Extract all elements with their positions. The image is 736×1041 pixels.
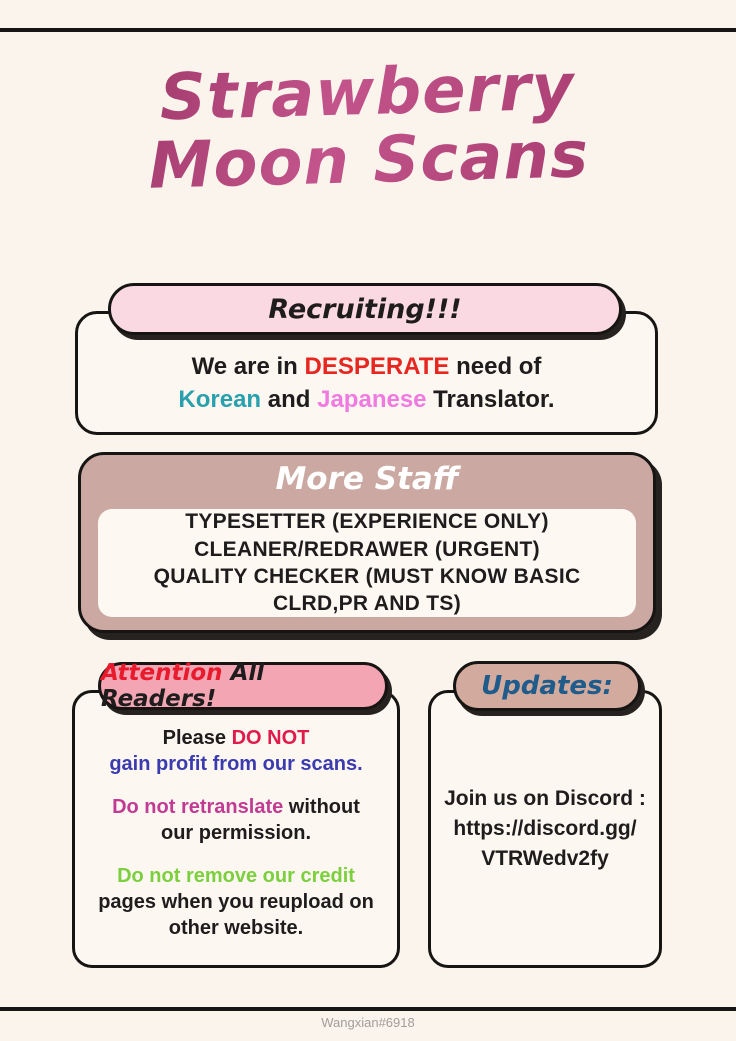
recruiting-message-line2: [78, 383, 655, 416]
recruiting-text: We are in: [191, 353, 305, 380]
attention-header-label: [101, 660, 385, 712]
group-title-line2: Moon Scans: [147, 118, 590, 204]
discord-invite: [444, 784, 646, 873]
recruiting-text: and: [261, 386, 318, 414]
rule-text: pages when you reupload on: [98, 891, 374, 913]
recruiting-text: Translator.: [426, 386, 555, 414]
rule-no-credit-removal: [83, 863, 389, 941]
rule-text: other website.: [168, 917, 304, 939]
recruiting-header-pill: [108, 283, 622, 335]
rule-text: without: [283, 796, 360, 818]
bottom-divider-line: [0, 1007, 736, 1011]
rule-text: gain profit from our scans.: [109, 753, 363, 775]
rule-text: our permission.: [160, 822, 312, 844]
rule-no-retranslate: [83, 794, 389, 846]
recruiting-desperate-text: DESPERATE: [304, 353, 450, 380]
updates-card: [428, 690, 662, 968]
staff-role-line: TYPESETTER (EXPERIENCE ONLY): [185, 510, 549, 534]
footer-credit: Wangxian#6918: [321, 1015, 415, 1030]
attention-card: [72, 690, 400, 968]
rule-text: Please: [162, 727, 232, 749]
korean-text: Korean: [178, 386, 262, 414]
no-retranslate-text: Do not retranslate: [112, 796, 284, 818]
do-not-text: DO NOT: [231, 727, 310, 749]
group-title: [0, 50, 736, 205]
top-divider-line: [0, 28, 736, 32]
updates-header-label: Updates:: [481, 671, 613, 701]
group-title-line1: Strawberry: [158, 50, 576, 136]
recruiting-text: need of: [449, 353, 542, 380]
japanese-text: Japanese: [317, 386, 427, 414]
rule-no-profit: [83, 725, 389, 777]
discord-invite-code: VTRWedv2fy: [481, 846, 609, 870]
more-staff-header-label: More Staff: [275, 461, 459, 497]
no-remove-credit-text: Do not remove our credit: [117, 865, 355, 887]
attention-header-pill: [98, 662, 388, 710]
staff-role-line: QUALITY CHECKER (MUST KNOW BASIC: [153, 565, 581, 588]
discord-invite-url: https://discord.gg/: [453, 817, 637, 841]
updates-header-pill: [453, 661, 641, 711]
discord-invite-text: Join us on Discord :: [444, 787, 646, 811]
attention-rules: [83, 725, 389, 958]
staff-role-line: CLRD,PR AND TS): [272, 592, 462, 616]
recruiting-message: [78, 350, 655, 416]
more-staff-card: [78, 452, 656, 633]
recruiting-header-label: Recruiting!!!: [268, 293, 462, 325]
attention-word: Attention: [101, 660, 223, 686]
more-staff-list-panel: [98, 509, 636, 617]
all-readers-word: All Readers!: [101, 660, 265, 712]
recruiting-message-line1: [78, 350, 655, 383]
staff-role-line: CLEANER/REDRAWER (URGENT): [194, 537, 540, 561]
